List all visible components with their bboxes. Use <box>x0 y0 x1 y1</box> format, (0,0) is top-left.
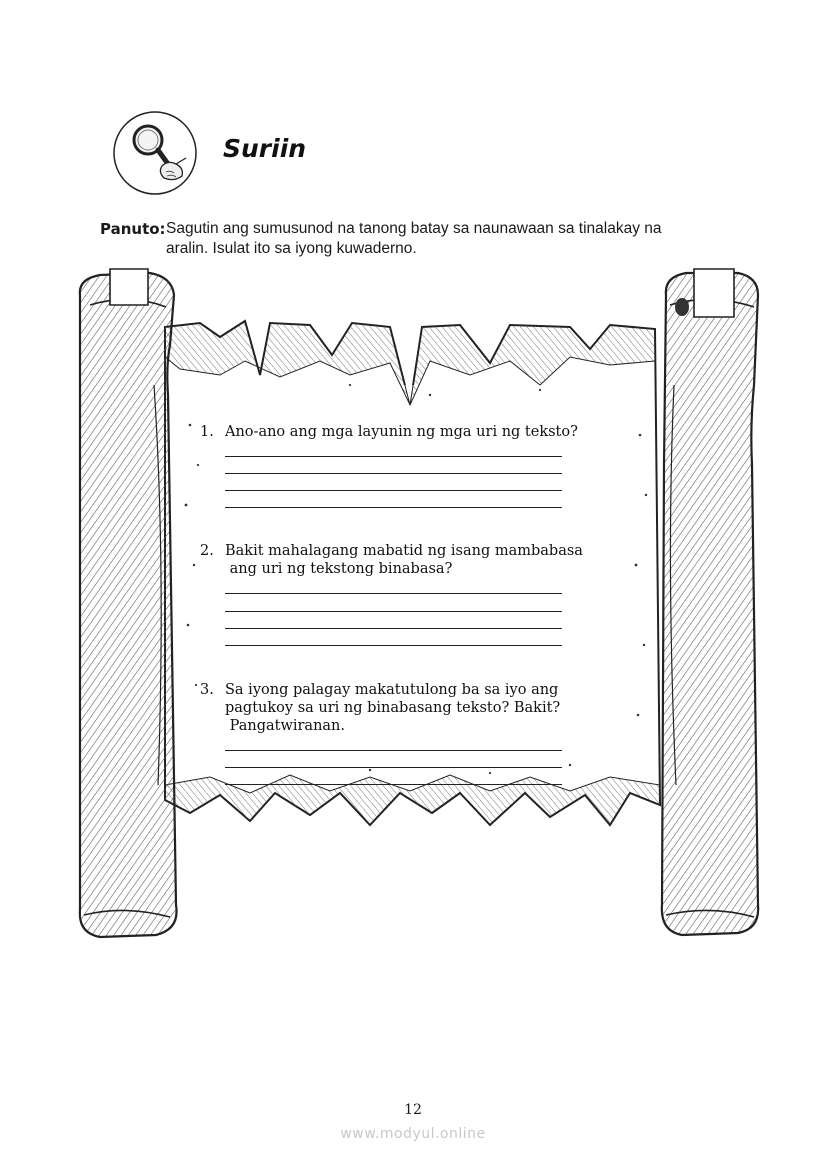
question-text: ang uri ng tekstong binabasa? <box>225 561 453 577</box>
instruction-line-1: Sagutin ang sumusunod na tanong batay sa naunawaan sa tinalakay na <box>166 220 662 237</box>
instruction-line-2: aralin. Isulat ito sa iyong kuwaderno. <box>166 240 417 257</box>
question-text: Sa iyong palagay makatutulong ba sa iyo ang <box>225 682 559 698</box>
question-text: Ano-ano ang mga layunin ng mga uri ng teksto? <box>225 424 578 440</box>
answer-line <box>225 473 562 474</box>
page-number: 12 <box>404 1102 422 1118</box>
answer-line <box>225 645 562 646</box>
watermark: www.modyul.online <box>340 1126 486 1142</box>
section-title: Suriin <box>223 134 307 163</box>
parchment-scroll-illustration <box>70 265 760 955</box>
question-text: Bakit mahalagang mabatid ng isang mambabasa <box>225 543 583 559</box>
answer-line <box>225 628 562 629</box>
question-text: pagtukoy sa uri ng binabasang teksto? Bakit? <box>225 700 561 716</box>
answer-line <box>225 784 562 785</box>
question-number: 3. <box>200 682 214 698</box>
answer-line <box>225 767 562 768</box>
answer-line <box>225 490 562 491</box>
answer-line <box>225 611 562 612</box>
question-number: 1. <box>200 424 214 440</box>
answer-line <box>225 456 562 457</box>
instruction-label: Panuto: <box>100 220 166 238</box>
answer-line <box>225 593 562 594</box>
question-text: Pangatwiranan. <box>225 718 346 734</box>
answer-line <box>225 750 562 751</box>
answer-line <box>225 507 562 508</box>
magnifying-glass-icon <box>112 110 198 196</box>
question-number: 2. <box>200 543 214 559</box>
